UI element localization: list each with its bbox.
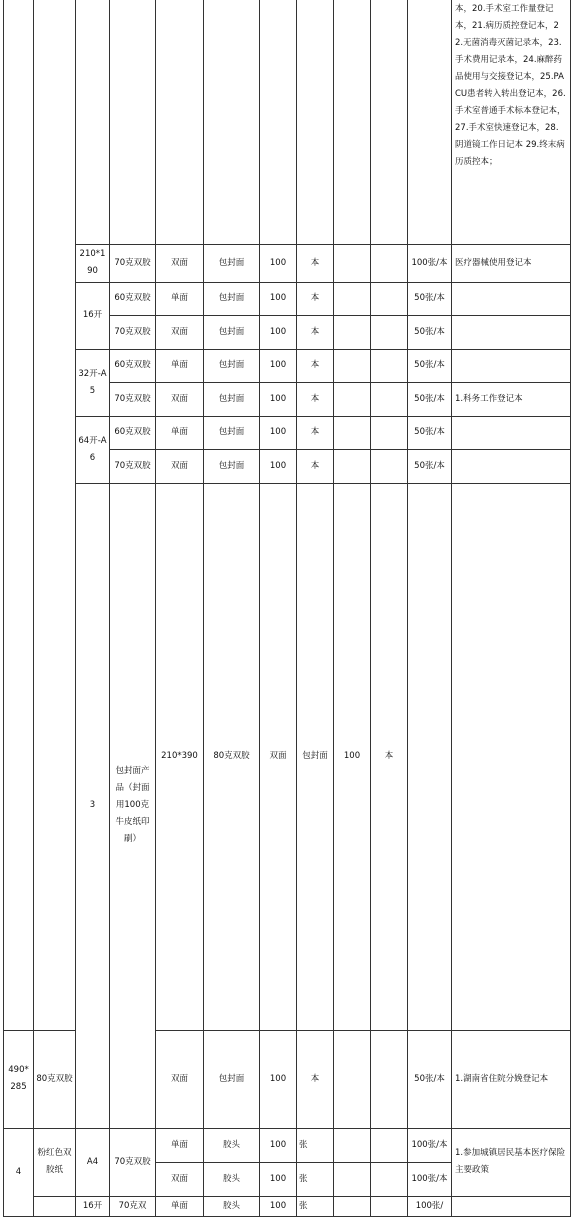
cell-blank <box>334 416 371 449</box>
cell-blank <box>371 416 408 449</box>
cell-blank <box>371 1128 408 1162</box>
cell-unit: 本 <box>297 282 334 315</box>
cell-note <box>452 449 571 483</box>
cell-blank <box>371 0 408 244</box>
table-row <box>4 483 571 1030</box>
cell-price: 50张/本 <box>408 282 452 315</box>
cell-blank <box>334 244 371 282</box>
cell-binding: 包封面 <box>204 349 260 382</box>
cell-sides: 双面 <box>156 1030 204 1128</box>
cell-category <box>34 0 76 1030</box>
cell-unit: 本 <box>297 349 334 382</box>
cell-blank <box>408 483 452 1030</box>
cell-sides: 双面 <box>156 1162 204 1196</box>
cell-price: 100张/本 <box>408 1162 452 1196</box>
cell-qty: 100 <box>260 1128 297 1162</box>
cell-note: 1.参加城镇居民基本医疗保险主要政策 <box>452 1128 571 1196</box>
cell-paper: 60克双胶 <box>110 282 156 315</box>
cell-paper: 70克双胶 <box>110 1128 156 1196</box>
cell-sides: 双面 <box>156 382 204 416</box>
cell-size: 490*285 <box>4 1030 34 1128</box>
cell-qty: 100 <box>260 349 297 382</box>
cell-qty: 100 <box>260 315 297 349</box>
cell-qty: 100 <box>260 1162 297 1196</box>
cell-sides: 双面 <box>156 449 204 483</box>
cell-no: 3 <box>76 483 110 1128</box>
cell-unit <box>297 0 334 244</box>
cell-no <box>4 0 34 1030</box>
cell-binding <box>204 0 260 244</box>
cell-blank <box>334 1196 371 1216</box>
cell-unit: 本 <box>297 382 334 416</box>
cell-qty: 100 <box>260 449 297 483</box>
cell-unit: 张 <box>297 1128 334 1162</box>
cell-category: 粉红色双胶纸 <box>34 1128 76 1196</box>
cell-price <box>408 0 452 244</box>
cell-size: 16开 <box>76 282 110 349</box>
cell-blank <box>334 1030 371 1128</box>
cell-unit: 本 <box>297 315 334 349</box>
cell-blank <box>371 244 408 282</box>
cell-price: 50张/本 <box>408 416 452 449</box>
cell-binding: 包封面 <box>204 244 260 282</box>
table-row <box>4 0 571 244</box>
cell-blank <box>371 1196 408 1216</box>
cell-size: 64开-A6 <box>76 416 110 483</box>
cell-blank <box>334 449 371 483</box>
cell-blank <box>334 349 371 382</box>
cell-note <box>452 282 571 315</box>
cell-note <box>452 349 571 382</box>
cell-sides <box>156 0 204 244</box>
cell-qty: 100 <box>260 282 297 315</box>
cell-paper: 70克双 <box>110 1196 156 1216</box>
table-row <box>4 349 571 382</box>
cell-category: 包封面产品（封面用100克牛皮纸印刷） <box>110 483 156 1128</box>
print-products-table <box>3 0 571 1217</box>
cell-price: 50张/本 <box>408 382 452 416</box>
cell-binding: 胶头 <box>204 1128 260 1162</box>
table-row <box>4 1196 571 1216</box>
cell-note: 1.湖南省住院分娩登记本 <box>452 1030 571 1128</box>
cell-size: A4 <box>76 1128 110 1196</box>
cell-price: 50张/本 <box>408 1030 452 1128</box>
cell-paper: 70克双胶 <box>110 244 156 282</box>
cell-blank <box>334 315 371 349</box>
cell-binding: 包封面 <box>297 483 334 1030</box>
cell-blank <box>334 382 371 416</box>
cell-unit: 本 <box>297 1030 334 1128</box>
cell-price: 50张/本 <box>408 315 452 349</box>
cell-binding: 胶头 <box>204 1162 260 1196</box>
table-row <box>4 244 571 282</box>
cell-paper: 60克双胶 <box>110 349 156 382</box>
cell-paper: 70克双胶 <box>110 315 156 349</box>
cell-size: 16开 <box>76 1196 110 1216</box>
cell-unit: 本 <box>297 416 334 449</box>
cell-qty: 100 <box>260 244 297 282</box>
table-row <box>4 1128 571 1162</box>
cell-size: 32开-A5 <box>76 349 110 416</box>
cell-note <box>452 416 571 449</box>
cell-price: 100张/本 <box>408 1128 452 1162</box>
cell-blank <box>371 449 408 483</box>
cell-sides: 单面 <box>156 282 204 315</box>
cell-blank <box>452 483 571 1030</box>
cell-blank <box>371 349 408 382</box>
cell-blank <box>334 282 371 315</box>
cell-paper: 70克双胶 <box>110 449 156 483</box>
cell-binding: 包封面 <box>204 282 260 315</box>
cell-note: 本，20.手术室工作量登记本，21.病历质控登记本，22.无菌消毒灭菌记录本，23.手术费用记录本，24.麻醉药品使用与交接登记本，25.PACU患者转入转出登记本，26.手术室普通手术标本登记本，27.手术室快速登记本，28.阴道镜工作日记本 29.终末病历质控本； <box>452 0 571 244</box>
cell-note: 医疗器械使用登记本 <box>452 244 571 282</box>
cell-sides: 单面 <box>156 349 204 382</box>
cell-qty: 100 <box>334 483 371 1030</box>
cell-note <box>452 315 571 349</box>
cell-sides: 双面 <box>156 244 204 282</box>
cell-size: 210*390 <box>156 483 204 1030</box>
cell-binding: 包封面 <box>204 416 260 449</box>
cell-binding: 包封面 <box>204 382 260 416</box>
cell-blank <box>371 1030 408 1128</box>
cell-price: 50张/本 <box>408 349 452 382</box>
cell-qty: 100 <box>260 1030 297 1128</box>
cell-blank <box>371 1162 408 1196</box>
cell-unit: 本 <box>371 483 408 1030</box>
table-row <box>4 416 571 449</box>
cell-sides: 单面 <box>156 1128 204 1162</box>
cell-price: 100张/本 <box>408 244 452 282</box>
cell-qty <box>260 0 297 244</box>
cell-unit: 本 <box>297 244 334 282</box>
cell-size: 210*190 <box>76 244 110 282</box>
cell-unit: 张 <box>297 1196 334 1216</box>
cell-size <box>76 0 110 244</box>
cell-price: 50张/本 <box>408 449 452 483</box>
cell-note: 1.科务工作登记本 <box>452 382 571 416</box>
cell-sides: 单面 <box>156 1196 204 1216</box>
cell-paper <box>110 0 156 244</box>
table-row <box>4 282 571 315</box>
cell-blank <box>334 0 371 244</box>
cell-paper: 80克双胶 <box>34 1030 76 1128</box>
cell-paper: 70克双胶 <box>110 382 156 416</box>
cell-sides: 双面 <box>260 483 297 1030</box>
cell-no: 4 <box>4 1128 34 1216</box>
cell-sides: 单面 <box>156 416 204 449</box>
cell-blank <box>371 382 408 416</box>
cell-unit: 张 <box>297 1162 334 1196</box>
cell-qty: 100 <box>260 1196 297 1216</box>
cell-unit: 本 <box>297 449 334 483</box>
cell-qty: 100 <box>260 416 297 449</box>
cell-price: 100张/ <box>408 1196 452 1216</box>
cell-binding: 胶头 <box>204 1196 260 1216</box>
cell-binding: 包封面 <box>204 449 260 483</box>
cell-category <box>34 1196 76 1216</box>
cell-binding: 包封面 <box>204 315 260 349</box>
cell-blank <box>334 1162 371 1196</box>
cell-binding: 包封面 <box>204 1030 260 1128</box>
cell-note <box>452 1196 571 1216</box>
cell-blank <box>371 282 408 315</box>
cell-blank <box>334 1128 371 1162</box>
cell-qty: 100 <box>260 382 297 416</box>
cell-blank <box>371 315 408 349</box>
cell-paper: 80克双胶 <box>204 483 260 1030</box>
cell-paper: 60克双胶 <box>110 416 156 449</box>
cell-sides: 双面 <box>156 315 204 349</box>
